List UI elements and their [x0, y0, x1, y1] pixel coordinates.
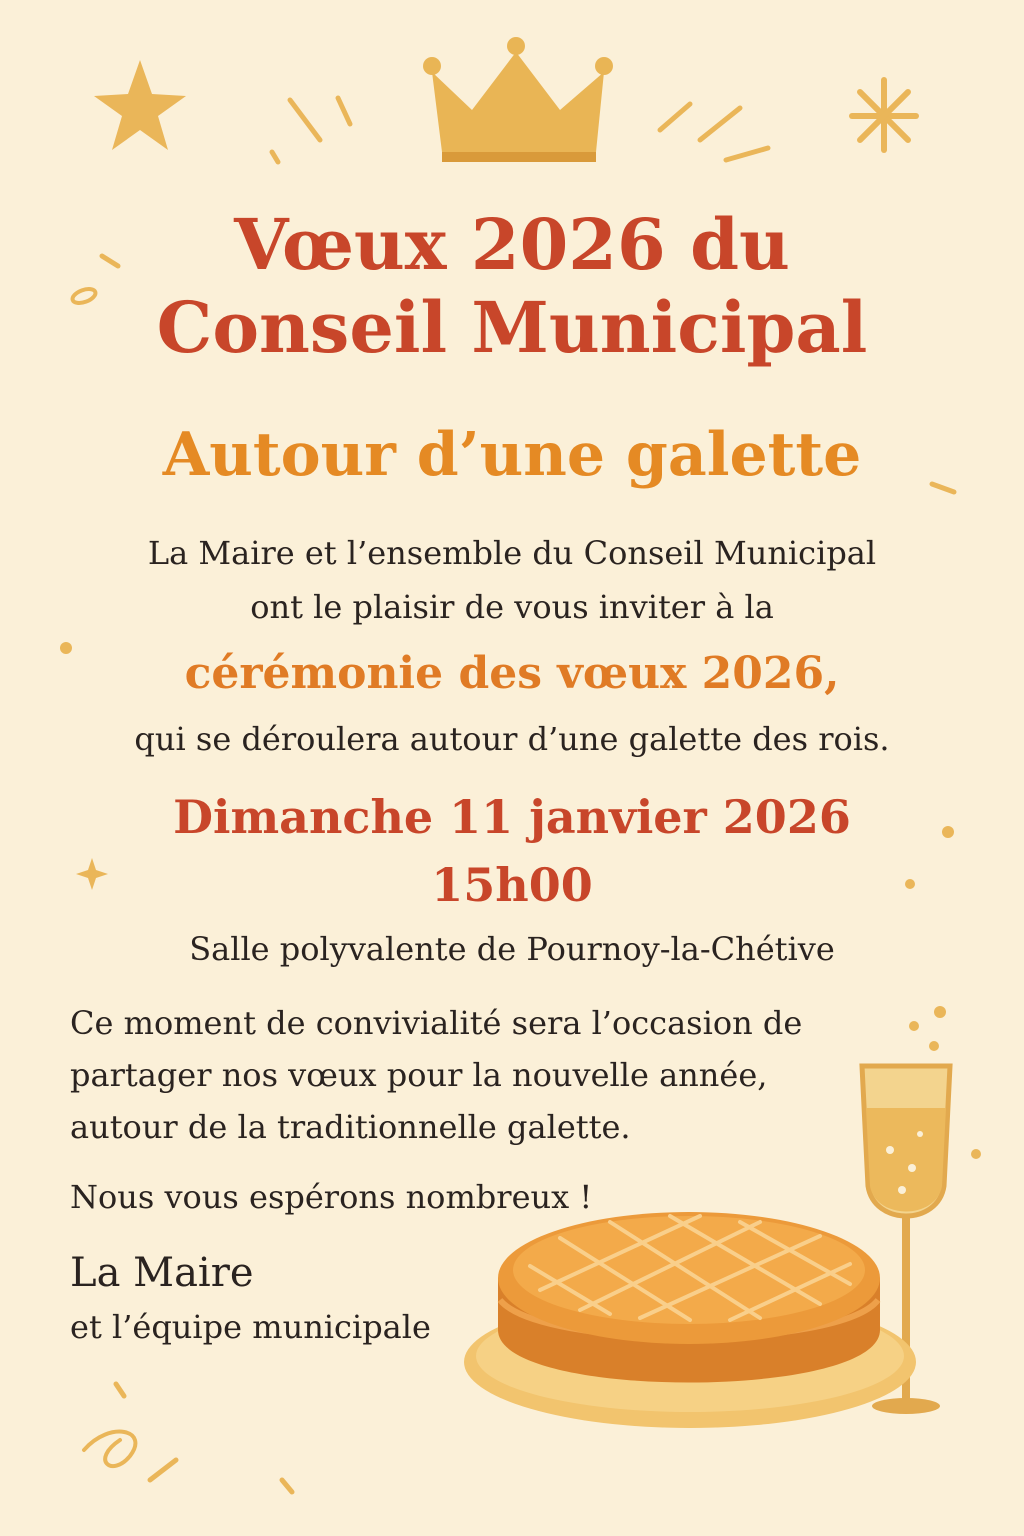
message-closing: Nous vous espérons nombreux ! — [70, 1178, 593, 1216]
message-line-2: partager nos vœux pour la nouvelle année, — [70, 1056, 768, 1094]
crown-icon — [423, 37, 613, 162]
event-venue: Salle polyvalente de Pournoy-la-Chétive — [189, 930, 835, 968]
signature-team: et l’équipe municipale — [70, 1308, 431, 1346]
galette-illustration — [464, 1212, 916, 1428]
invitation-highlight: cérémonie des vœux 2026, — [184, 648, 840, 699]
invitation-line-1: La Maire et l’ensemble du Conseil Municipal — [147, 534, 877, 572]
event-time: 15h00 — [431, 858, 593, 912]
signature-name: La Maire — [70, 1250, 254, 1296]
star-icon — [94, 60, 186, 150]
message-line-1: Ce moment de convivialité sera l’occasion de — [70, 1004, 803, 1042]
message-line-3: autour de la traditionnelle galette. — [70, 1108, 631, 1146]
subtitle: Autour d’une galette — [162, 420, 862, 490]
title-line-1: Vœux 2026 du — [234, 203, 790, 286]
page-title — [0, 204, 1024, 369]
event-date: Dimanche 11 janvier 2026 — [173, 790, 851, 844]
sparkle-icon — [852, 80, 916, 150]
invitation-line-3: qui se déroulera autour d’une galette des rois. — [134, 720, 890, 758]
invitation-line-2: ont le plaisir de vous inviter à la — [250, 588, 774, 626]
title-line-2: Conseil Municipal — [156, 285, 868, 369]
